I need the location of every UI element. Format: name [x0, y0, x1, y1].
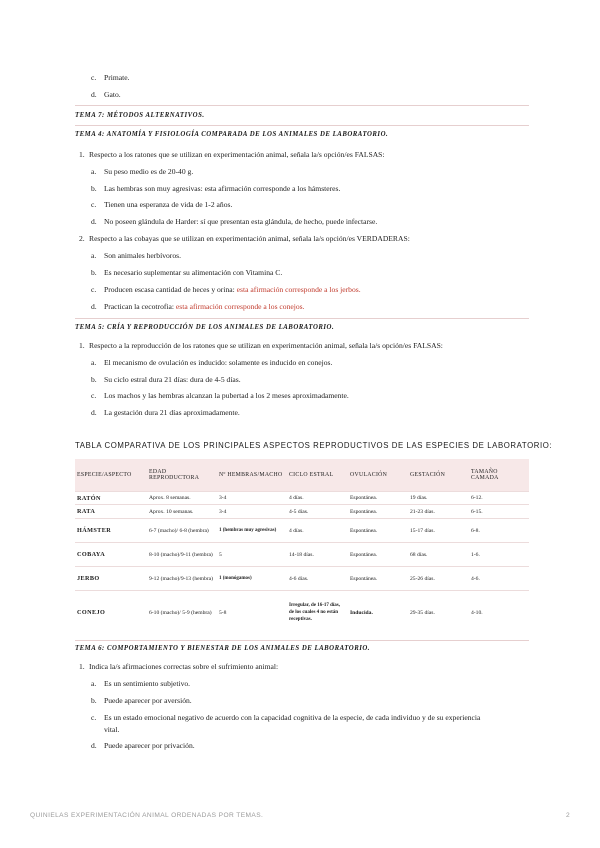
question-text: Respecto a las cobayas que se utilizan en experimentación animal, señala la/s opción/es VERDADERAS:	[89, 234, 410, 243]
table-cell: Aprox. 8 semanas.	[147, 492, 217, 505]
option-text: Gato.	[104, 90, 121, 99]
option-letter: d.	[91, 408, 97, 417]
column-header: CICLO ESTRAL	[287, 459, 348, 492]
question-text: Respecto a la reproducción de los ratones que se utilizan en experimentación animal, señala la/s opción/es FALSAS:	[89, 341, 443, 350]
option-text: Producen escasa cantidad de heces y orina:	[104, 285, 235, 294]
table-cell: 9-12 (macho)/9-13 (hembra)	[147, 567, 217, 591]
section-title-tema7: TEMA 7: MÉTODOS ALTERNATIVOS.	[75, 112, 205, 119]
section-title-tema5: TEMA 5: CRÍA Y REPRODUCCIÓN DE LOS ANIMALES DE LABORATORIO.	[75, 324, 335, 331]
option-letter: d.	[91, 302, 97, 311]
table-cell: JERBO	[75, 567, 147, 591]
column-header: EDAD REPRODUCTORA	[147, 459, 217, 492]
table-cell: Espontánea.	[348, 567, 408, 591]
table-row	[75, 492, 529, 505]
option-letter: b.	[91, 375, 97, 384]
table-cell: 19 días.	[408, 492, 469, 505]
list-item	[91, 285, 361, 294]
question	[79, 341, 443, 350]
question-number: 1.	[79, 150, 85, 159]
option-text: Puede aparecer por aversión.	[104, 696, 192, 705]
list-item	[91, 679, 190, 688]
option-text: Primate.	[104, 73, 130, 82]
question-text: Indica la/s afirmaciones correctas sobre el sufrimiento animal:	[89, 662, 279, 671]
option-letter: a.	[91, 679, 97, 688]
table-cell: 3-4	[217, 492, 287, 505]
table-cell: 14-18 días.	[287, 543, 348, 567]
correction-note: esta afirmación corresponde a los conejos.	[175, 302, 305, 311]
option-letter: c.	[91, 200, 97, 209]
list-item-continuation	[91, 725, 119, 734]
question-number: 1.	[79, 341, 85, 350]
list-item	[91, 184, 340, 193]
table-cell: 4-10.	[469, 591, 529, 635]
question	[79, 234, 410, 243]
option-text: Son animales herbívoros.	[104, 251, 181, 260]
option-letter: d.	[91, 90, 97, 99]
table-cell: 4 días.	[287, 519, 348, 543]
table-cell: 1 (hembras muy agresivas)	[217, 519, 287, 543]
column-header: OVULACIÓN	[348, 459, 408, 492]
list-item	[91, 358, 332, 367]
divider	[75, 640, 529, 641]
table-row	[75, 567, 529, 591]
option-letter: c.	[91, 713, 97, 722]
column-header: Nº HEMBRAS/MACHO	[217, 459, 287, 492]
table-cell: 4 días.	[287, 492, 348, 505]
option-text: El mecanismo de ovulación es inducido: solamente es inducido en conejos.	[104, 358, 333, 367]
list-item	[91, 73, 130, 82]
comparison-table	[75, 459, 529, 635]
table-cell: COBAYA	[75, 543, 147, 567]
table-cell: Aprox. 10 semanas.	[147, 505, 217, 519]
list-item	[91, 217, 377, 226]
table-row	[75, 519, 529, 543]
option-letter: d.	[91, 217, 97, 226]
list-item	[91, 408, 240, 417]
list-item	[91, 696, 192, 705]
option-text: Los machos y las hembras alcanzan la pubertad a los 2 meses aproximadamente.	[104, 391, 349, 400]
table-cell: RATÓN	[75, 492, 147, 505]
option-text: Tienen una esperanza de vida de 1-2 años.	[104, 200, 233, 209]
option-letter: a.	[91, 167, 97, 176]
table-cell: Espontánea.	[348, 505, 408, 519]
table-cell: 6-7 (macho)/ 6-8 (hembra)	[147, 519, 217, 543]
option-text: Practican la cecotrofia:	[104, 302, 174, 311]
list-item	[91, 268, 282, 277]
table-cell: Espontánea.	[348, 519, 408, 543]
list-item	[91, 741, 195, 750]
list-item	[91, 251, 181, 260]
table-cell: Espontánea.	[348, 543, 408, 567]
table-header-row	[75, 459, 529, 492]
page-number: 2	[566, 812, 570, 819]
list-item	[91, 167, 193, 176]
table-row	[75, 591, 529, 635]
option-letter: b.	[91, 268, 97, 277]
table-cell: Espontánea.	[348, 492, 408, 505]
table-cell: 3-4	[217, 505, 287, 519]
column-header: GESTACIÓN	[408, 459, 469, 492]
table-cell: 1-6.	[469, 543, 529, 567]
list-item	[91, 302, 305, 311]
question-number: 1.	[79, 662, 85, 671]
table-cell: Irregular, de 16-17 días, de los cuales 4 no están receptivas.	[287, 591, 348, 635]
section-title-tema6: TEMA 6: COMPORTAMIENTO Y BIENESTAR DE LOS ANIMALES DE LABORATORIO.	[75, 645, 370, 652]
option-text: Es un sentimiento subjetivo.	[104, 679, 191, 688]
option-letter: c.	[91, 285, 97, 294]
table-cell: 15-17 días.	[408, 519, 469, 543]
list-item	[91, 713, 480, 722]
option-text: Las hembras son muy agresivas: esta afirmación corresponde a los hámsteres.	[104, 184, 341, 193]
table-cell: 68 días.	[408, 543, 469, 567]
table-cell: 4-6.	[469, 567, 529, 591]
option-letter: d.	[91, 741, 97, 750]
table-cell: RATA	[75, 505, 147, 519]
list-item	[91, 391, 349, 400]
table-cell: 6-12.	[469, 492, 529, 505]
divider	[75, 105, 529, 106]
option-text: La gestación dura 21 días aproximadamente.	[104, 408, 240, 417]
table-cell: 5	[217, 543, 287, 567]
column-header: ESPECIE/ASPECTO	[75, 459, 147, 492]
column-header: TAMAÑO CAMADA	[469, 459, 529, 492]
option-text: Su ciclo estral dura 21 días: dura de 4-5 días.	[104, 375, 241, 384]
option-letter: c.	[91, 73, 97, 82]
option-letter: a.	[91, 358, 97, 367]
table-cell: 1 (monógamos)	[217, 567, 287, 591]
table-row	[75, 543, 529, 567]
table-cell: 6-8.	[469, 519, 529, 543]
table-cell: 4-5 días.	[287, 505, 348, 519]
list-item	[91, 200, 232, 209]
table-cell: Inducida.	[348, 591, 408, 635]
option-text: Es necesario suplementar su alimentación con Vitamina C.	[104, 268, 283, 277]
table-cell: 4-6 días.	[287, 567, 348, 591]
option-letter: b.	[91, 696, 97, 705]
divider	[75, 125, 529, 126]
option-text: Puede aparecer por privación.	[104, 741, 195, 750]
table-title: TABLA COMPARATIVA DE LOS PRINCIPALES ASPECTOS REPRODUCTIVOS DE LAS ESPECIES DE LABORATORIO:	[75, 441, 553, 450]
question	[79, 662, 278, 671]
option-letter: a.	[91, 251, 97, 260]
table-row	[75, 505, 529, 519]
table-cell: HÁMSTER	[75, 519, 147, 543]
option-letter: b.	[91, 184, 97, 193]
question-number: 2.	[79, 234, 85, 243]
question	[79, 150, 385, 159]
list-item	[91, 90, 121, 99]
table-cell: CONEJO	[75, 591, 147, 635]
table-cell: 25-26 días.	[408, 567, 469, 591]
table-cell: 5-8	[217, 591, 287, 635]
list-item	[91, 375, 241, 384]
option-text: No poseen glándula de Harder: sí que presentan esta glándula, de hecho, puede infectarse.	[104, 217, 378, 226]
option-letter: c.	[91, 391, 97, 400]
section-title-tema4: TEMA 4: ANATOMÍA Y FISIOLOGÍA COMPARADA DE LOS ANIMALES DE LABORATORIO.	[75, 131, 389, 138]
option-text: Es un estado emocional negativo de acuerdo con la capacidad cognitiva de la especie, de cada individuo y de su experiencia	[104, 713, 481, 722]
divider	[75, 318, 529, 319]
table-cell: 29-35 días.	[408, 591, 469, 635]
table-cell: 8-10 (macho)/9-11 (hembra)	[147, 543, 217, 567]
correction-note: esta afirmación corresponde a los jerbos.	[236, 285, 361, 294]
option-text: vital.	[104, 725, 120, 734]
question-text: Respecto a los ratones que se utilizan en experimentación animal, señala la/s opción/es FALSAS:	[89, 150, 385, 159]
option-text: Su peso medio es de 20-40 g.	[104, 167, 194, 176]
table-cell: 21-23 días.	[408, 505, 469, 519]
page-footer: QUINIELAS EXPERIMENTACIÓN ANIMAL ORDENADAS POR TEMAS.	[30, 812, 264, 819]
table-cell: 6-10 (macho)/ 5-9 (hembra)	[147, 591, 217, 635]
table-cell: 6-15.	[469, 505, 529, 519]
